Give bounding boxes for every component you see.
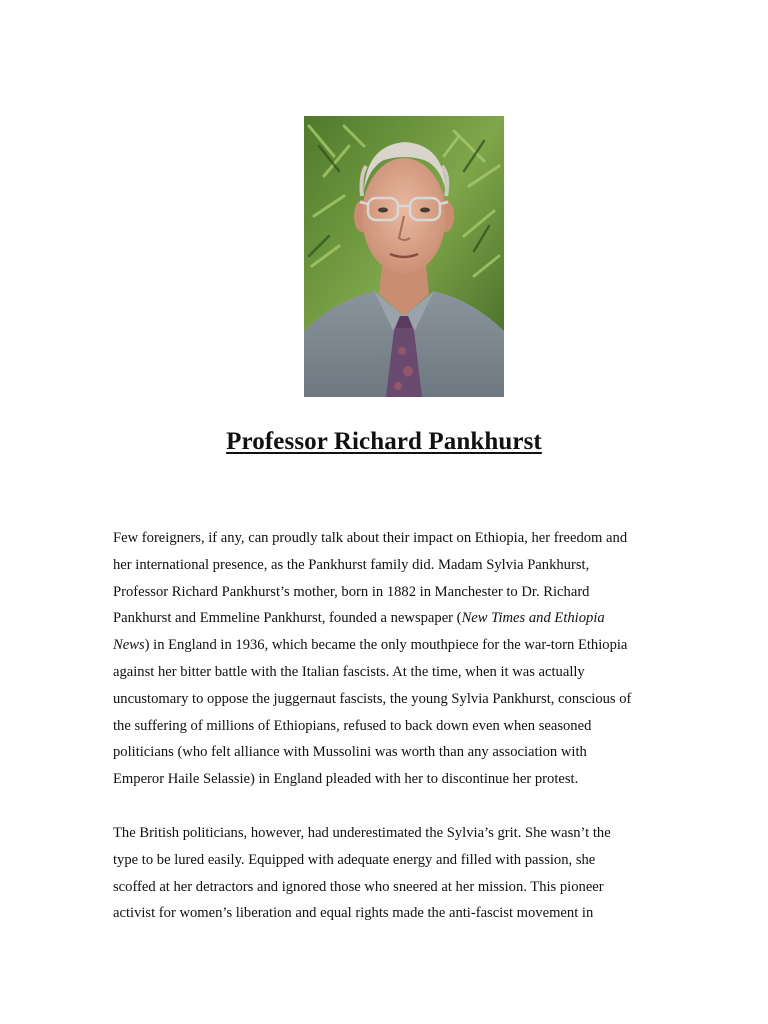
paragraph-1-line-2: her international presence, as the Pankhurst family did. Madam Sylvia Pankhurst, bbox=[113, 556, 590, 573]
paragraph-2-line-2: type to be lured easily. Equipped with adequate energy and filled with passion, she bbox=[113, 851, 596, 868]
newspaper-title-part-2: News bbox=[113, 637, 145, 654]
paragraph-2-line-3: scoffed at her detractors and ignored those who sneered at her mission. This pioneer bbox=[113, 878, 604, 895]
portrait-photo-icon bbox=[304, 116, 504, 397]
paragraph-1-line-3: Professor Richard Pankhurst’s mother, born in 1882 in Manchester to Dr. Richard bbox=[113, 583, 590, 600]
paragraph-1-line-10: Emperor Haile Selassie) in England pleaded with her to discontinue her protest. bbox=[113, 771, 579, 788]
document-title: Professor Richard Pankhurst bbox=[226, 428, 542, 455]
paragraph-2-line-1: The British politicians, however, had underestimated the Sylvia’s grit. She wasn’t the bbox=[113, 825, 611, 841]
paragraph-2 bbox=[113, 820, 653, 927]
paragraph-1-line-1: Few foreigners, if any, can proudly talk about their impact on Ethiopia, her freedom and bbox=[113, 530, 628, 546]
paragraph-1-line-5-text: ) in England in 1936, which became the only mouthpiece for the war-torn Ethiopia bbox=[144, 637, 628, 654]
paragraph-1-line-5 bbox=[113, 632, 653, 659]
paragraph-1-line-8: the suffering of millions of Ethiopians, refused to back down even when seasoned bbox=[113, 717, 592, 734]
paragraph-1-line-9: politicians (who felt alliance with Mussolini was worth than any association with bbox=[113, 744, 587, 761]
paragraph-1-line-7: uncustomary to oppose the juggernaut fascists, the young Sylvia Pankhurst, conscious of bbox=[113, 690, 632, 707]
paragraph-1 bbox=[113, 525, 653, 793]
newspaper-title-part-1: New Times and Ethiopia bbox=[461, 610, 605, 627]
paragraph-1-line-4 bbox=[113, 605, 653, 632]
portrait-photo bbox=[304, 116, 504, 397]
paragraph-2-line-4: activist for women’s liberation and equal rights made the anti-fascist movement in bbox=[113, 905, 594, 922]
paragraph-1-line-4-text: Pankhurst and Emmeline Pankhurst, founded a newspaper ( bbox=[113, 610, 462, 627]
paragraph-1-line-6: against her bitter battle with the Italian fascists. At the time, when it was actually bbox=[113, 663, 585, 680]
